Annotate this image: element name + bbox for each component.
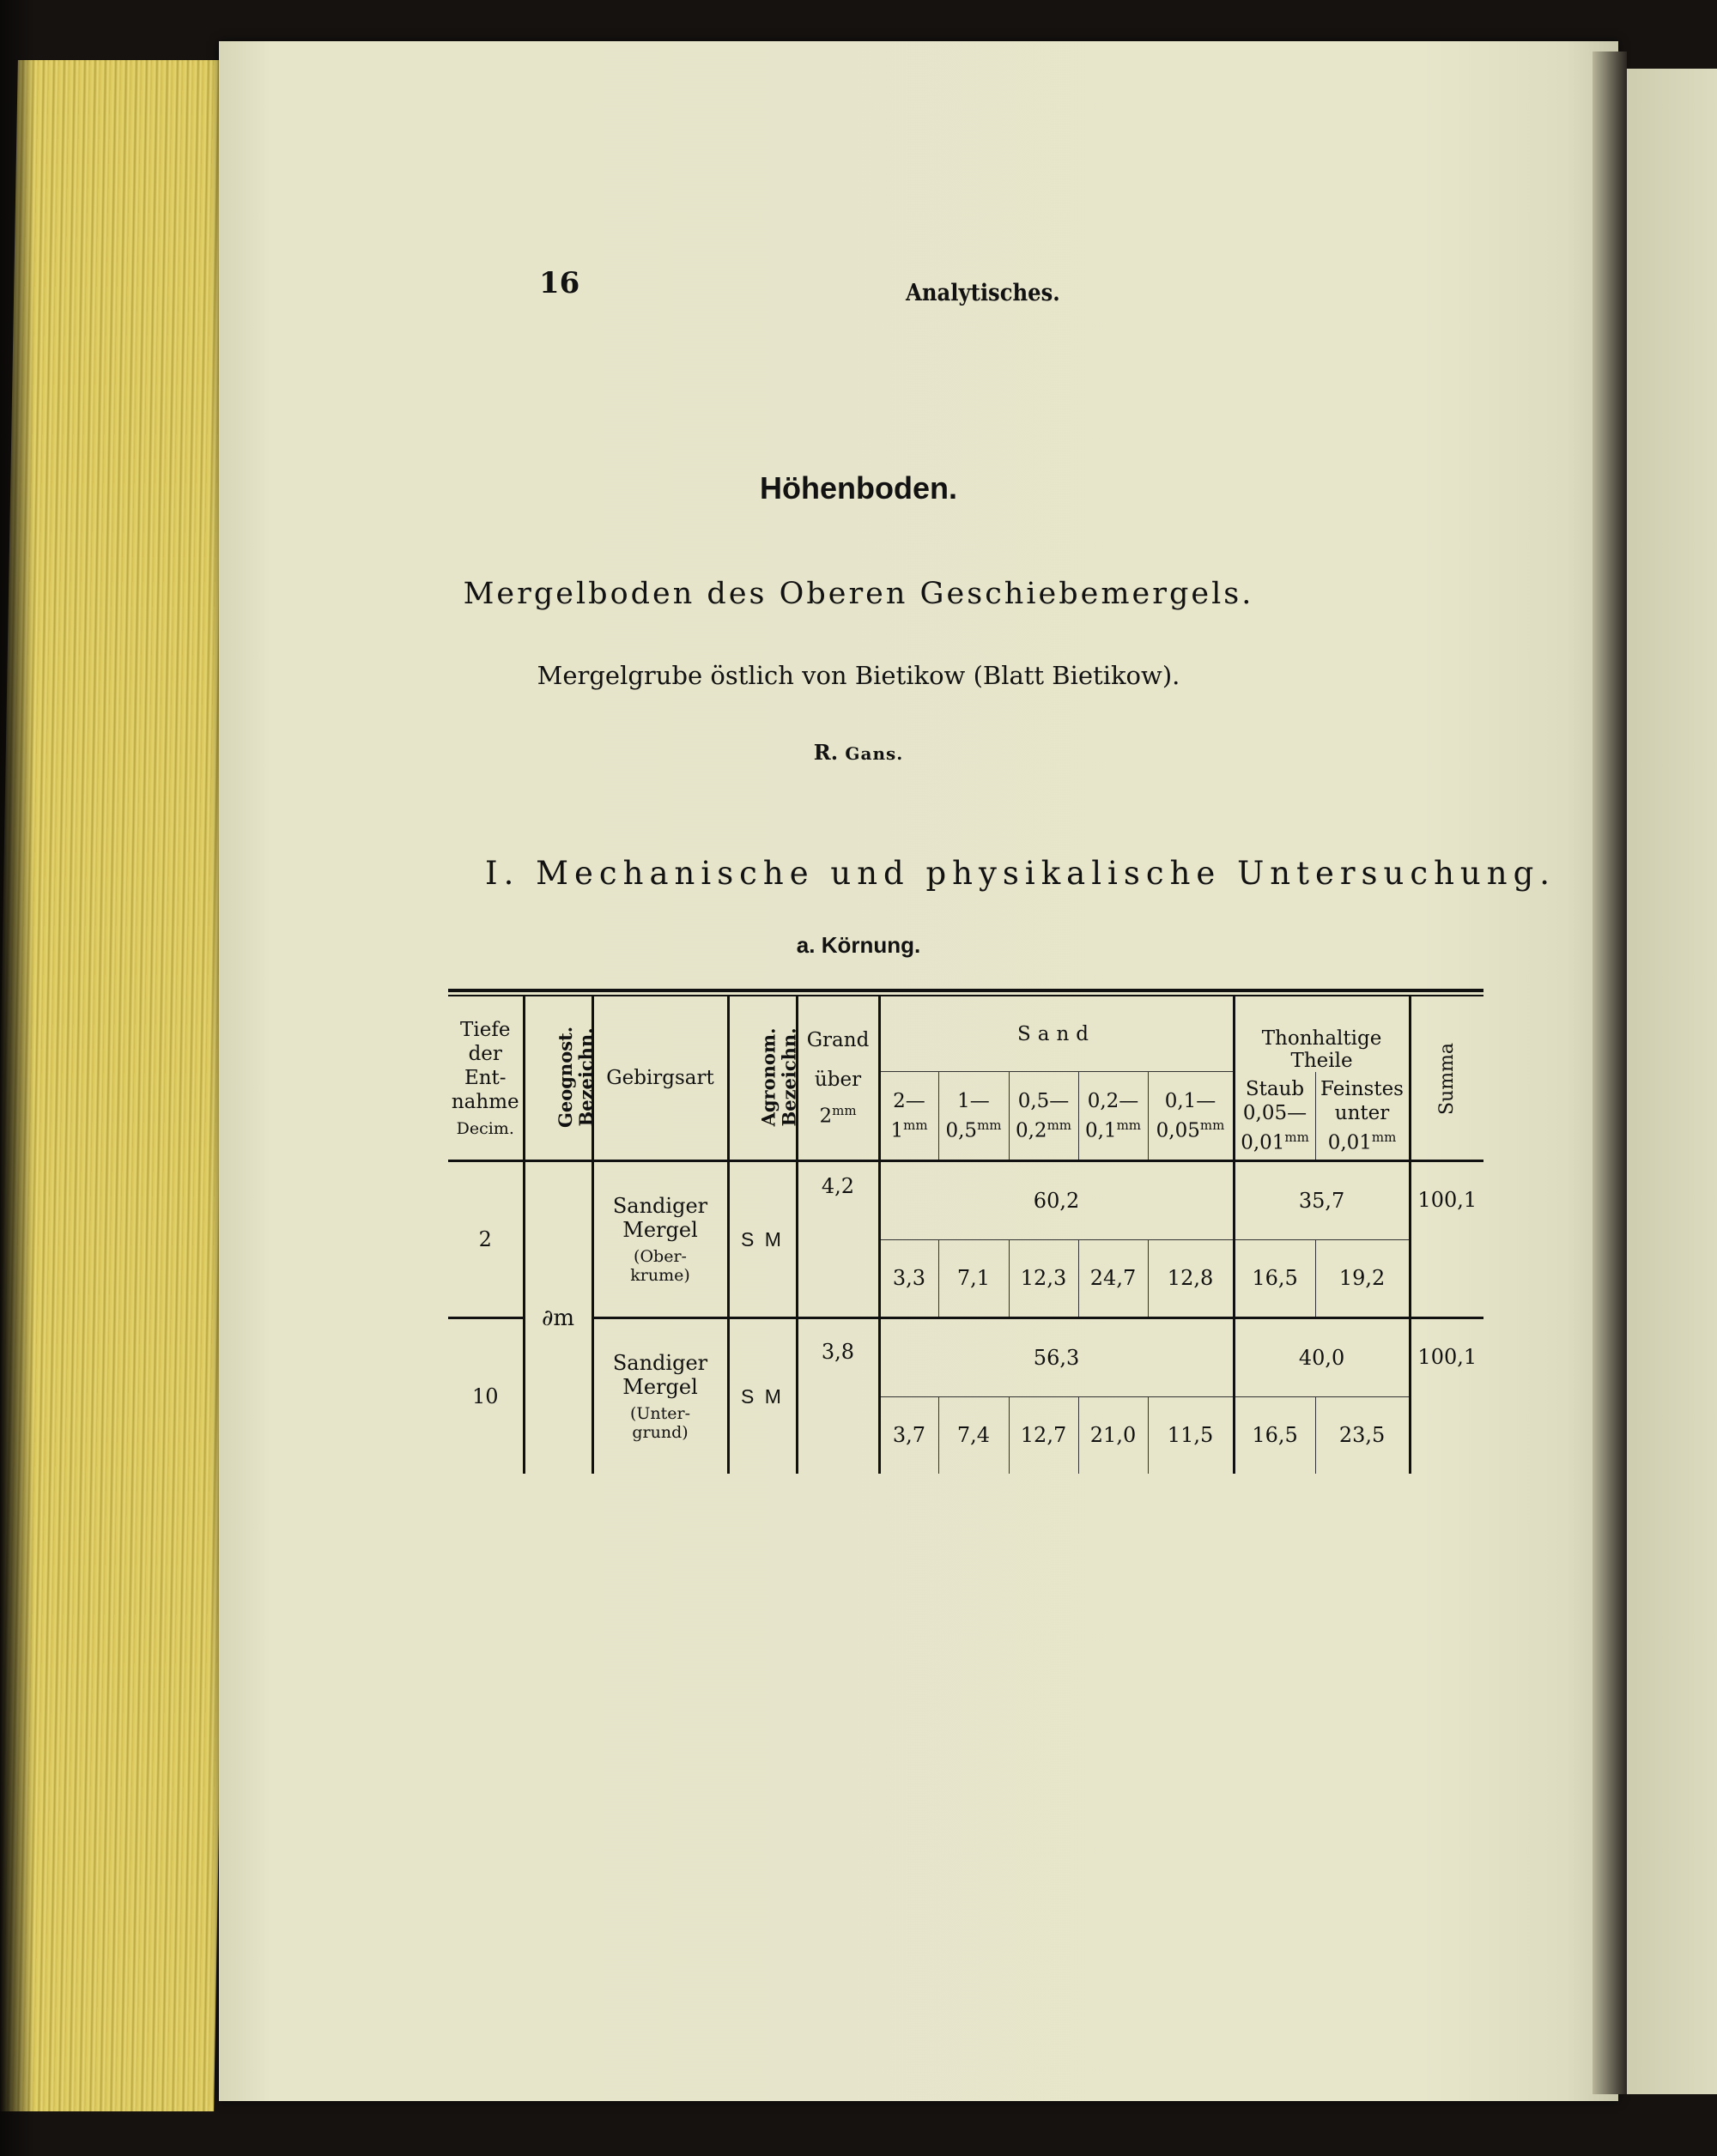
header-depth-line: Ent- bbox=[464, 1067, 507, 1089]
subsection-title: a. Körnung. bbox=[796, 932, 921, 958]
header-depth-line: nahme bbox=[451, 1091, 519, 1113]
header-geognost-text bbox=[555, 1027, 597, 1128]
header-grand-line: Grand bbox=[806, 1028, 870, 1051]
rock-line: krume) bbox=[630, 1266, 690, 1285]
fraction-line: 0,05— bbox=[1242, 1101, 1307, 1124]
book-page-edges bbox=[0, 60, 250, 2111]
header-geognost-line: Geognost. bbox=[554, 1026, 576, 1129]
fraction-line: $0,1^{mm}$ bbox=[1084, 1117, 1142, 1142]
header-depth-line: der bbox=[468, 1043, 502, 1065]
header-rock: Gebirgsart bbox=[592, 996, 728, 1161]
author-name: Gans. bbox=[845, 743, 904, 764]
cell-clay-fraction: 23,5 bbox=[1315, 1396, 1410, 1474]
unit-mm: mm bbox=[1047, 1117, 1072, 1133]
unit-mm: mm bbox=[903, 1117, 928, 1133]
fraction-line: Staub bbox=[1245, 1077, 1305, 1100]
cell-clay-fraction: 16,5 bbox=[1234, 1239, 1315, 1318]
unit-mm: mm bbox=[977, 1117, 1002, 1133]
unit-mm: mm bbox=[832, 1102, 857, 1118]
header-depth bbox=[448, 996, 524, 1161]
header-agronom bbox=[728, 996, 800, 1161]
cell-grand: 4,2 bbox=[797, 1161, 879, 1318]
header-geognost bbox=[524, 996, 597, 1161]
cell-sand-fraction: 7,1 bbox=[938, 1239, 1009, 1318]
cell-sand-total: 60,2 bbox=[879, 1161, 1234, 1240]
fraction-line: $0,01^{mm}$ bbox=[1241, 1129, 1309, 1154]
header-sand-fraction bbox=[1078, 1072, 1148, 1161]
header-geognost-line: Bezeichn. bbox=[574, 1027, 597, 1127]
unit-mm: mm bbox=[1116, 1117, 1142, 1133]
section-title: Höhenboden. bbox=[760, 470, 957, 506]
cell-sand-fraction: 3,3 bbox=[879, 1239, 938, 1318]
fraction-line: unter bbox=[1334, 1101, 1390, 1124]
cell-sand-fraction: 7,4 bbox=[938, 1396, 1009, 1474]
cell-sand-fraction: 11,5 bbox=[1148, 1396, 1234, 1474]
book-gutter bbox=[1593, 51, 1627, 2094]
geognost-value: ∂m bbox=[541, 1305, 575, 1331]
grain-size-table bbox=[448, 989, 1483, 1474]
table-top-rule bbox=[448, 989, 1483, 996]
header-depth-unit: Decim. bbox=[456, 1119, 514, 1138]
cell-agronom: S M bbox=[728, 1161, 797, 1318]
cell-sand-fraction: 24,7 bbox=[1078, 1239, 1148, 1318]
cell-sum: 100,1 bbox=[1410, 1318, 1483, 1475]
unit-mm: mm bbox=[1199, 1117, 1225, 1133]
fraction-line: 0,2— bbox=[1087, 1089, 1139, 1112]
header-agronom-line: Bezeichn. bbox=[778, 1027, 800, 1127]
rock-line: Mergel bbox=[622, 1375, 698, 1399]
header-grand-line: $2^{mm}$ bbox=[819, 1102, 857, 1128]
fraction-line: 1— bbox=[957, 1089, 990, 1112]
fraction-line: Feinstes bbox=[1320, 1077, 1404, 1100]
rock-line: (Unter- bbox=[629, 1404, 691, 1423]
location-line: Mergelgrube östlich von Bietikow (Blatt Bietikow). bbox=[537, 661, 1180, 690]
fraction-line: $1^{mm}$ bbox=[890, 1117, 928, 1142]
subtitle: Mergelboden des Oberen Geschiebemergels. bbox=[463, 577, 1254, 611]
book-shadow bbox=[0, 0, 34, 2156]
rock-line: Sandiger bbox=[612, 1194, 708, 1218]
page-number: 16 bbox=[539, 266, 580, 300]
fraction-line: 0,1— bbox=[1164, 1089, 1216, 1112]
cell-sand-fraction: 3,7 bbox=[879, 1396, 938, 1474]
header-grand-line: über bbox=[814, 1068, 862, 1091]
cell-agronom: S M bbox=[728, 1318, 797, 1475]
unit-mm: mm bbox=[1371, 1129, 1397, 1145]
header-clay-fraction bbox=[1315, 1072, 1410, 1161]
cell-grand: 3,8 bbox=[797, 1318, 879, 1475]
cell-depth: 10 bbox=[448, 1318, 524, 1475]
header-agronom-text bbox=[758, 1027, 799, 1126]
table-header-row-1 bbox=[448, 996, 1483, 1072]
cell-sum: 100,1 bbox=[1410, 1161, 1483, 1318]
cell-clay-fraction: 16,5 bbox=[1234, 1396, 1315, 1474]
part-title: I. Mechanische und physikalische Untersuchung. bbox=[485, 855, 1556, 892]
rock-line: Mergel bbox=[622, 1218, 698, 1242]
cell-sand-fraction: 21,0 bbox=[1078, 1396, 1148, 1474]
header-depth-line: Tiefe bbox=[460, 1019, 511, 1041]
fraction-line: 0,5— bbox=[1017, 1089, 1070, 1112]
header-sand-fraction bbox=[879, 1072, 938, 1161]
cell-sand-fraction: 12,3 bbox=[1009, 1239, 1078, 1318]
fraction-line: $0,05^{mm}$ bbox=[1156, 1117, 1225, 1142]
header-sum-text: Summa bbox=[1435, 1042, 1458, 1115]
rock-line: grund) bbox=[632, 1423, 689, 1442]
cell-sand-fraction: 12,8 bbox=[1148, 1239, 1234, 1318]
header-sum bbox=[1410, 996, 1483, 1161]
header-clay-fraction bbox=[1234, 1072, 1315, 1161]
fraction-line: $0,5^{mm}$ bbox=[945, 1117, 1002, 1142]
fraction-line: 2— bbox=[893, 1089, 925, 1112]
header-agronom-line: Agronom. bbox=[757, 1027, 780, 1127]
unit-mm: mm bbox=[1284, 1129, 1309, 1145]
cell-sand-fraction: 12,7 bbox=[1009, 1396, 1078, 1474]
cell-clay-fraction: 19,2 bbox=[1315, 1239, 1410, 1318]
fraction-line: $0,2^{mm}$ bbox=[1015, 1117, 1072, 1142]
author-initial: R. bbox=[813, 740, 846, 765]
cell-geognost bbox=[524, 1161, 592, 1475]
header-sand-fraction bbox=[1009, 1072, 1078, 1161]
header-sand: Sand bbox=[879, 996, 1234, 1072]
cell-clay-total: 40,0 bbox=[1234, 1318, 1410, 1397]
header-grand bbox=[797, 996, 879, 1161]
cell-clay-total: 35,7 bbox=[1234, 1161, 1410, 1240]
rock-line: (Ober- bbox=[634, 1247, 687, 1266]
header-sand-fraction bbox=[1148, 1072, 1234, 1161]
cell-depth: 2 bbox=[478, 1227, 492, 1251]
cell-sand-total: 56,3 bbox=[879, 1318, 1234, 1397]
table-row bbox=[448, 1318, 1483, 1397]
fraction-line: $0,01^{mm}$ bbox=[1327, 1129, 1397, 1154]
header-sand-fraction bbox=[938, 1072, 1009, 1161]
author-line bbox=[0, 740, 1717, 765]
cell-rock bbox=[592, 1161, 728, 1318]
table-row bbox=[448, 1161, 1483, 1240]
facing-page-edge bbox=[1627, 69, 1717, 2094]
running-head: Analytisches. bbox=[906, 280, 1060, 306]
cell-rock bbox=[592, 1318, 728, 1475]
header-clay: Thonhaltige Theile bbox=[1234, 996, 1410, 1072]
rock-line: Sandiger bbox=[612, 1351, 708, 1375]
